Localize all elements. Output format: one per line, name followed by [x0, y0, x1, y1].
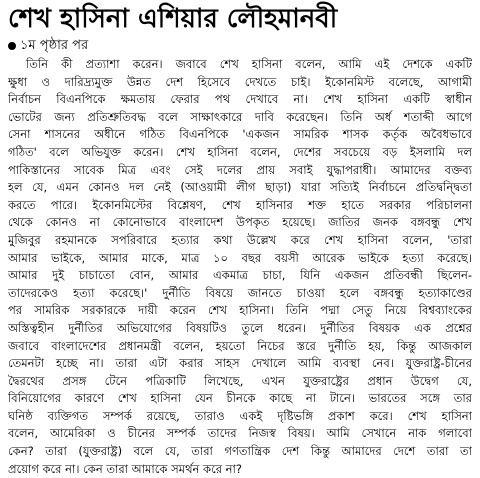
body-line: দ্বৈরথের প্রসঙ্গ টেনে পত্রিকাটি লিখেছে, এখন যুক্তরাষ্ট্রের প্রধান উদ্বেগ যে,	[8, 373, 472, 388]
continued-from-line	[8, 38, 88, 54]
body-line: কেন? তারা (যুক্তরাষ্ট্র) বলে যে, তারা গণতান্ত্রিক দেশ কিন্তু আমাদের দেশে তারা তা	[8, 444, 472, 459]
body-line: প্রয়োগ করে না। কেন তারা আমাকে সমর্থন করে না?	[8, 461, 242, 476]
body-line: ক্ষুধা ও দারিদ্র্যমুক্ত উন্নত দেশ হিসেবে দেখতে চাই। ইকোনমিস্ট বলেছে, আগামী	[8, 74, 472, 89]
body-line: বিনিয়োগের কারণে শেখ হাসিনা যেন চীনকে কাছে না টানে। ভারতের সঙ্গে তার	[8, 391, 472, 406]
body-line: বলেন, আমেরিকা ও চীনের সম্পর্ক তাদের নিজস্ব বিষয়। আমি সেখানে নাক গলাবো	[8, 426, 472, 441]
body-line: ঘনিষ্ঠ ব্যক্তিগত সম্পর্ক রয়েছে, তারাও একই দৃষ্টিভঙ্গি প্রকাশ করে। শেখ হাসিনা	[8, 408, 472, 423]
body-line: থেকে কোনও না কোনোভাবে বাংলাদেশ উপকৃত হয়েছে। জাতির জনক বঙ্গবন্ধু শেখ	[8, 215, 472, 230]
body-line: করতে পারে। ইকোনমিস্টের বিশ্লেষণ, শেখ হাসিনার শক্ত হাতে সরকার পরিচালনা	[8, 197, 472, 212]
body-line: আমার দুই চাচাতো বোন, আমার একমাত্র চাচা, যিনি একজন প্রতিবন্ধী ছিলেন-	[8, 268, 472, 283]
bullet-icon	[8, 42, 16, 50]
body-line: তেমনটা হচ্ছে না। তারা এটা করার সাহস দেখালে আমি ব্যবস্থা নেব। যুক্তরাষ্ট্র-চীনের	[8, 356, 472, 371]
body-line: মুজিবুর রহমানকে সপরিবারে হত্যার কথা উল্লেখ করে শেখ হাসিনা বলেন, 'তারা	[8, 232, 472, 247]
article-body	[8, 56, 472, 478]
body-line: তাদেরকেও হত্যা করেছে।' দুর্নীতি বিষয়ে জানতে চাওয়া হলে বঙ্গবন্ধু হত্যাকাণ্ডের	[8, 285, 472, 300]
body-line: গঠিত' বলে অভিযুক্ত করেন। শেখ হাসিনা বলেন, দেশের সবচেয়ে বড় ইসলামি দল	[8, 144, 472, 159]
body-line: পর সামরিক সরকারকে দায়ী করেন শেখ হাসিনা। তিনি পদ্মা সেতু নিয়ে বিশ্বব্যাংকের	[8, 303, 472, 318]
body-line: ভোটের জন্য প্রতিশ্রুতিবদ্ধ বলে সাক্ষাৎকারে দাবি করেছেন। তিনি অর্ধ শতাব্দী আগে	[8, 109, 472, 124]
body-line: সেনা শাসনের অধীনে গঠিত বিএনপিকে 'একজন সামরিক শাসক কর্তৃক অবৈধভাবে	[8, 127, 472, 142]
body-line: হল যে, এমন কোনও দল নেই (আওয়ামী লীগ ছাড়া) যারা সত্যিই নির্বাচনে প্রতিদ্বন্দ্বিতা	[8, 180, 472, 195]
body-line: তিনি কী প্রত্যাশা করেন। জবাবে শেখ হাসিনা বলেন, আমি এই দেশকে একটি	[26, 57, 472, 71]
continued-from-label: ১ম পৃষ্ঠার পর	[20, 38, 89, 53]
body-line: অস্তিত্বহীন দুর্নীতির অভিযোগের বিষয়টিও তুলে ধরেন। দুর্নীতির বিষয়ক এক প্রশ্নের	[8, 320, 472, 335]
body-line: জবাবে বাংলাদেশের প্রধানমন্ত্রী বলেন, হয়তো নিচের স্তরে দুর্নীতি হয়, কিন্তু আজকাল	[8, 338, 472, 353]
body-line: নির্বাচন বিএনপিকে ক্ষমতায় ফেরার পথ দেখাবে না। শেখ হাসিনা একটি স্বাধীন	[8, 92, 472, 107]
headline: শেখ হাসিনা এশিয়ার লৌহমানবী	[8, 4, 338, 34]
body-line: পাকিস্তানের সাবেক মিত্র এবং সেই দলের প্রায় সবাই যুদ্ধাপরাধী। আমাদের বক্তব্য	[8, 162, 472, 177]
body-line: আমার ভাইকে, আমার মাকে, মাত্র ১০ বছর বয়সী আরেক ভাইকে হত্যা করেছে।	[8, 250, 472, 265]
